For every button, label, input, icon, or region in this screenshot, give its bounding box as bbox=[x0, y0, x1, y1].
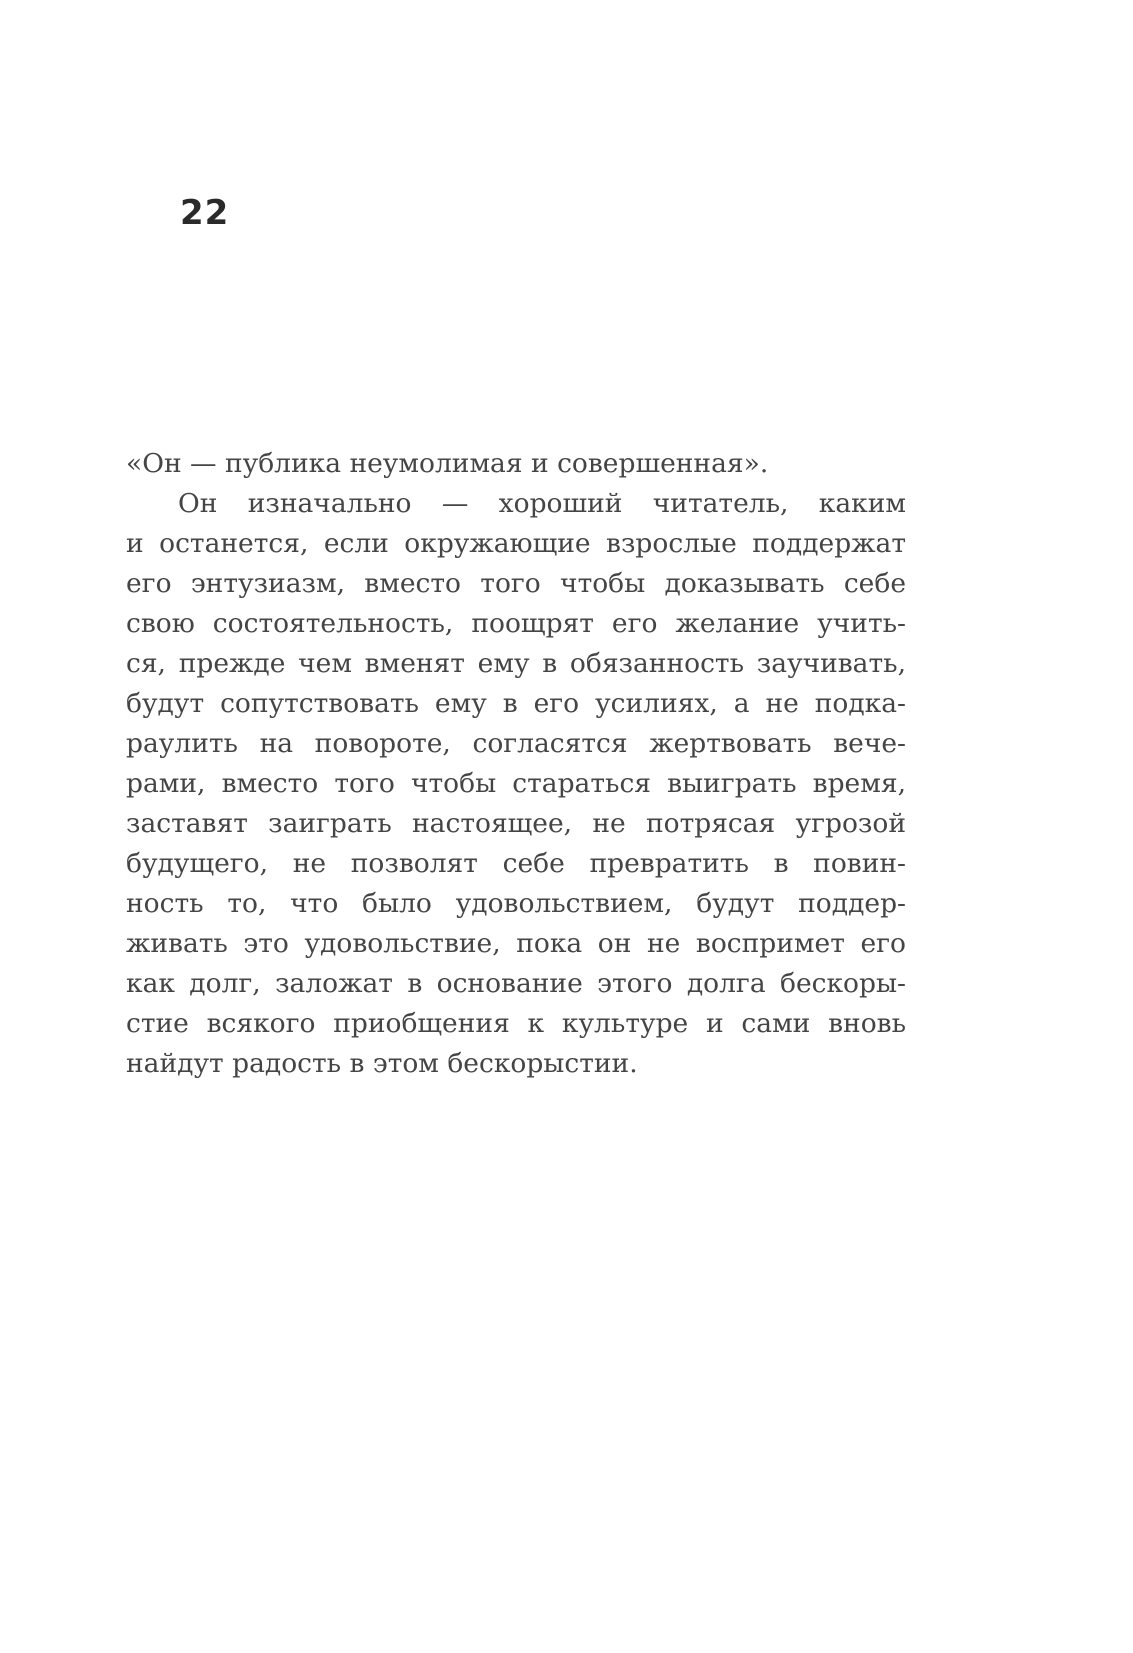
text-line: «Он — публика неумолимая и совершенная». bbox=[126, 448, 769, 479]
text-line: найдут радость в этом бескорыстии. bbox=[126, 1048, 638, 1079]
body-text bbox=[126, 444, 906, 1084]
text-line: стие всякого приобщения к культуре и сами вновь bbox=[126, 1008, 906, 1039]
text-line: живать это удовольствие, пока он не воспримет его bbox=[126, 928, 906, 959]
text-line: его энтузиазм, вместо того чтобы доказывать себе bbox=[126, 568, 906, 599]
text-line: ся, прежде чем вменят ему в обязанность заучивать, bbox=[126, 648, 906, 679]
text-line: будут сопутствовать ему в его усилиях, а не подка- bbox=[126, 688, 906, 719]
text-line: раулить на повороте, согласятся жертвовать вече- bbox=[126, 728, 906, 759]
text-line: Он изначально — хороший читатель, каким bbox=[178, 488, 906, 519]
text-line: свою состоятельность, поощрят его желание учить- bbox=[126, 608, 906, 639]
text-line: будущего, не позволят себе превратить в повин- bbox=[126, 848, 906, 879]
text-line: рами, вместо того чтобы стараться выиграть время, bbox=[126, 768, 906, 799]
chapter-number: 22 bbox=[180, 193, 230, 233]
text-line: как долг, заложат в основание этого долга бескоры- bbox=[126, 968, 906, 999]
text-line: и останется, если окружающие взрослые поддержат bbox=[126, 528, 906, 559]
text-line: заставят заиграть настоящее, не потрясая угрозой bbox=[126, 808, 906, 839]
text-line: ность то, что было удовольствием, будут поддер- bbox=[126, 888, 906, 919]
